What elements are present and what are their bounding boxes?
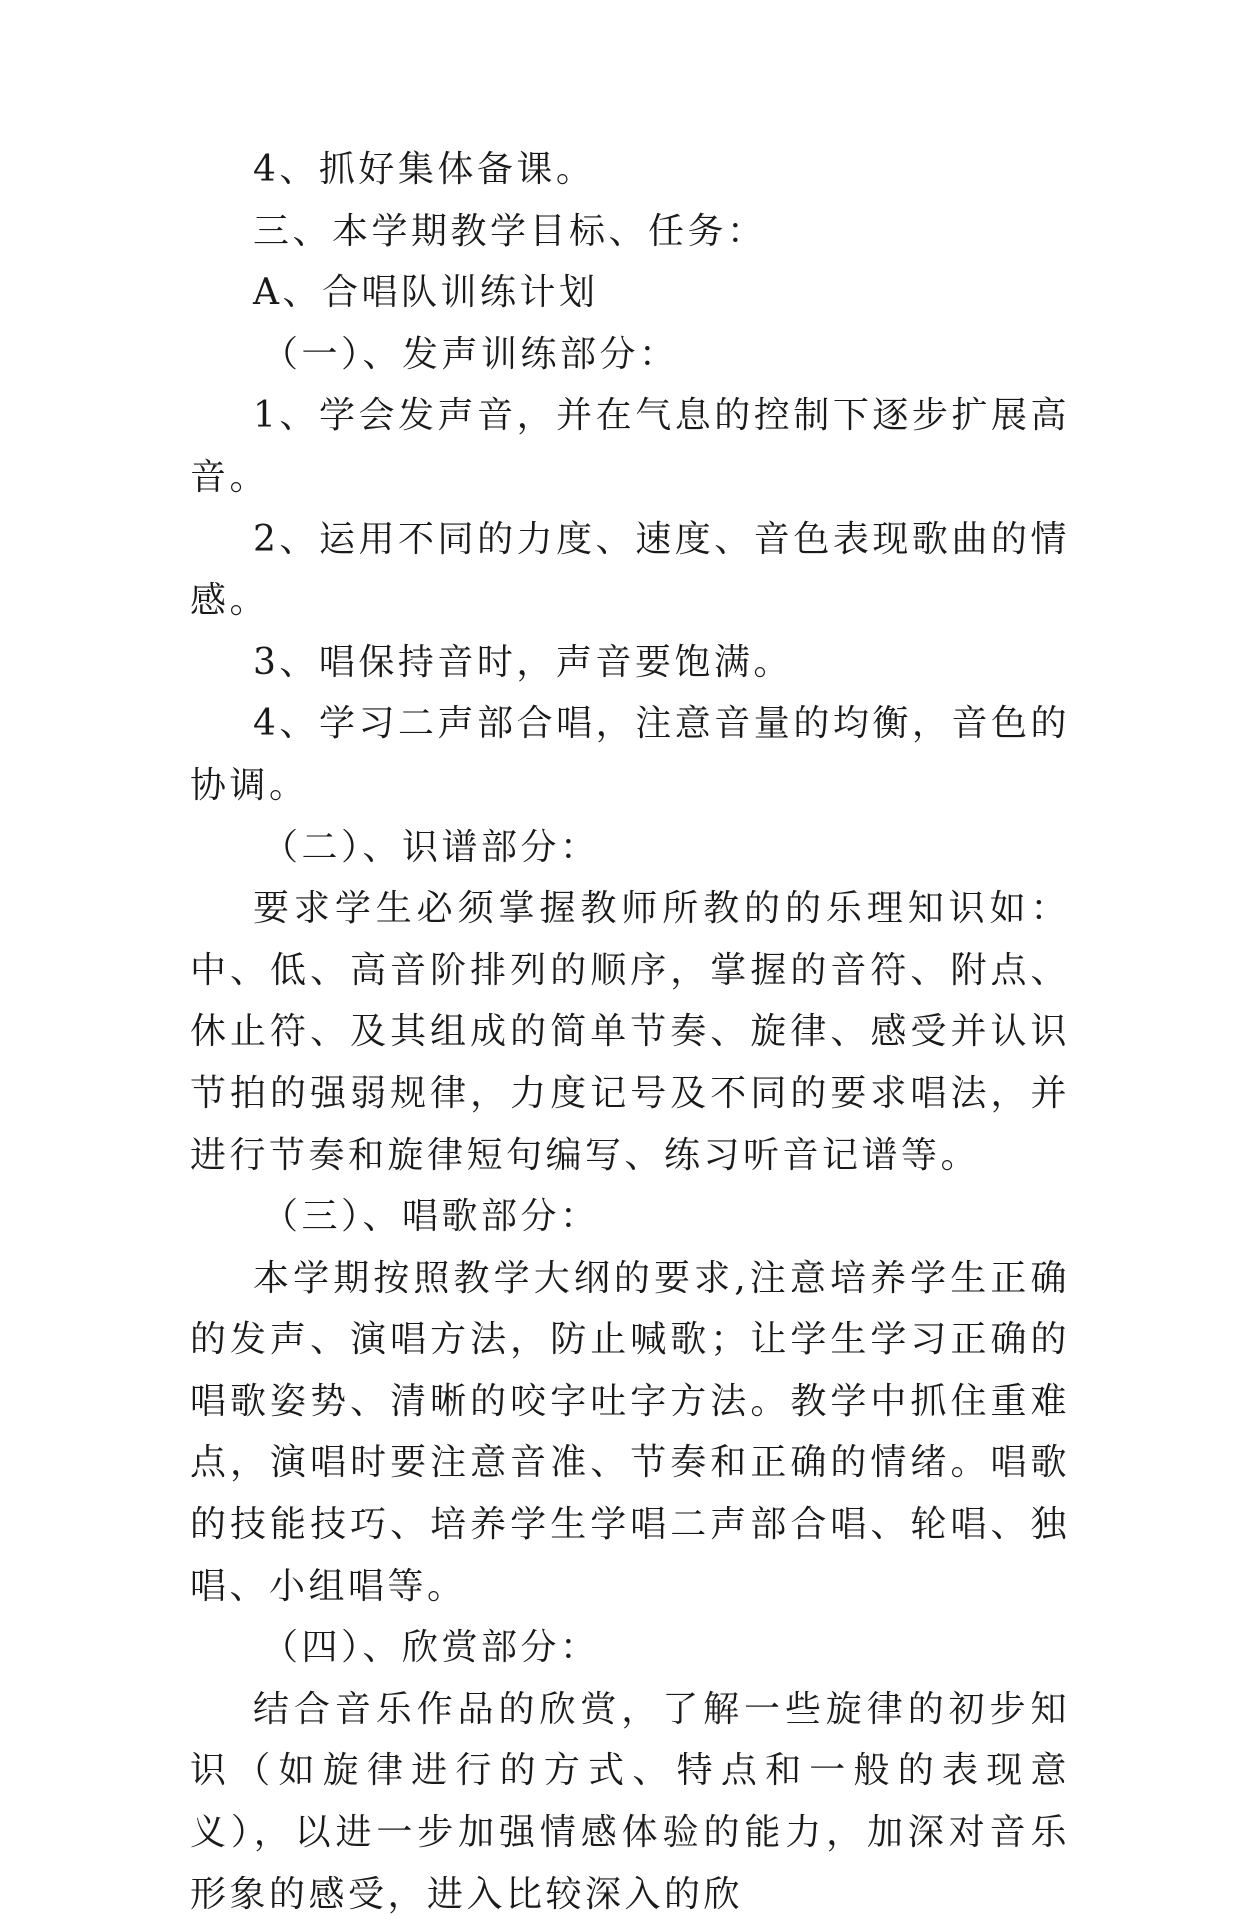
section-heading-teaching-goals: 三、本学期教学目标、任务： <box>253 210 767 252</box>
document-body <box>190 139 1070 1925</box>
heading-singing: （三）、唱歌部分： <box>262 1196 600 1238</box>
list-item-vocal-3: 3、唱保持音时，声音要饱满。 <box>253 641 793 683</box>
subsection-heading-choir-plan: A、合唱队训练计划 <box>253 272 599 314</box>
paragraph-singing: 本学期按照教学大纲的要求,注意培养学生正确的发声、演唱方法，防止喊歌；让学生学习正确的唱歌姿势、清晰的咬字吐字方法。教学中抓住重难点，演唱时要注意音准、节奏和正确的情绪。唱歌的技能技巧、培养学生学唱二声部合唱、轮唱、独唱、小组唱等。 <box>190 1257 1070 1607</box>
list-item-vocal-2: 2、运用不同的力度、速度、音色表现歌曲的情感。 <box>190 518 1070 622</box>
heading-sight-reading: （二）、识谱部分： <box>262 826 600 868</box>
paragraph-sight-reading: 要求学生必须掌握教师所教的的乐理知识如：中、低、高音阶排列的顺序，掌握的音符、附点、休止符、及其组成的简单节奏、旋律、感受并认识节拍的强弱规律，力度记号及不同的要求唱法，并进行节奏和旋律短句编写、练习听音记谱等。 <box>190 888 1070 1176</box>
heading-appreciation: （四）、欣赏部分： <box>262 1627 600 1669</box>
paragraph-appreciation: 结合音乐作品的欣赏，了解一些旋律的初步知识（如旋律进行的方式、特点和一般的表现意义），以进一步加强情感体验的能力，加深对音乐形象的感受，进入比较深入的欣 <box>190 1688 1070 1915</box>
paragraph-item-4-collective-lesson-prep: 4、抓好集体备课。 <box>253 149 596 190</box>
list-item-vocal-1: 1、学会发声音，并在气息的控制下逐步扩展高音。 <box>190 395 1070 498</box>
heading-vocal-training: （一）、发声训练部分： <box>262 333 679 375</box>
list-item-vocal-4: 4、学习二声部合唱，注意音量的均衡，音色的协调。 <box>190 703 1070 806</box>
